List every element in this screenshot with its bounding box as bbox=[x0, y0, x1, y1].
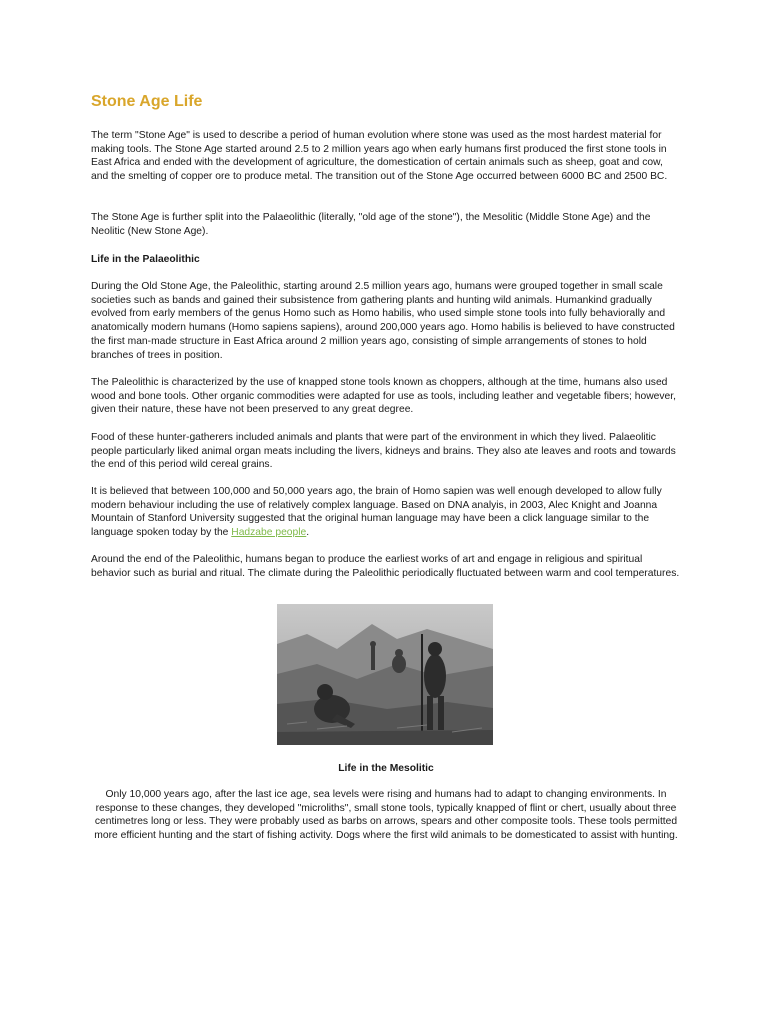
page-title: Stone Age Life bbox=[91, 93, 203, 110]
language-paragraph bbox=[91, 485, 681, 540]
mesolitic-paragraph: Only 10,000 years ago, after the last ice age, sea levels were rising and humans had to adapt to changing environments. In response to these changes, they developed "microliths", small stone tools, typically knapped of flint or chert, usually about three centimetres long or less. They were probably used as barbs on arrows, spears and other composite tools. These tools permitted more efficient hunting and the start of fishing activity. Dogs where the first wild animals to be domesticated to assist with hunting. bbox=[94, 789, 678, 842]
palaeolithic-paragraph-3: Food of these hunter-gatherers included animals and plants that were part of the environment in which they lived. Palaeolitic people particularly liked animal organ meats including the livers, kidneys and brains. They also ate leaves and roots and towards the end of this period wild cereal grains. bbox=[91, 432, 676, 471]
intro-paragraph-2: The Stone Age is further split into the Palaeolithic (literally, "old age of the stone"), the Mesolitic (Middle Stone Age) and the Neolitic (New Stone Age). bbox=[91, 212, 651, 237]
intro-paragraph-1: The term "Stone Age" is used to describe a period of human evolution where stone was used as the most hardest material for making tools. The Stone Age started around 2.5 to 2 million years ago when early humans first produced the first stone tools in East Africa and ended with the development of agriculture, the domestication of certain animals such as sheep, goat and cow, and the smelting of copper ore to produce metal. The transition out of the Stone Age occurred between 6000 BC and 2500 BC. bbox=[91, 130, 668, 183]
palaeolithic-heading: Life in the Palaeolithic bbox=[91, 254, 200, 265]
language-text: It is believed that between 100,000 and 50,000 years ago, the brain of Homo sapien was well enough developed to allow fully modern behaviour including the use of relatively complex language. Based on DNA analyis, in 2003, Alec Knight and Joanna Mountain of Stanford University suggested that the original human language may have been a click language similar to the language spoken today by the bbox=[91, 486, 662, 539]
palaeolithic-end-paragraph: Around the end of the Paleolithic, humans began to produce the earliest works of art and engage in religious and spiritual behavior such as burial and ritual. The climate during the Paleolithic periodically fluctuated between warm and cool temperatures. bbox=[91, 554, 680, 579]
palaeolithic-paragraph-2: The Paleolithic is characterized by the use of knapped stone tools known as choppers, although at the time, humans also used wood and bone tools. Other organic commodities were adapted for use as tools, including leather and vegetable fibers; however, given their nature, these have not been preserved to any great degree. bbox=[91, 377, 676, 416]
language-end: . bbox=[306, 527, 310, 539]
stone-age-illustration bbox=[277, 604, 493, 745]
hadzabe-people-link[interactable]: Hadzabe people bbox=[231, 527, 307, 539]
palaeolithic-paragraph-1: During the Old Stone Age, the Paleolithic, starting around 2.5 million years ago, humans were grouped together in small scale societies such as bands and gained their subsistence from gathering plants and hunting wild animals. Humankind gradually evolved from early members of the genus Homo such as Homo habilis, who used simple stone tools into fully behaviorally and anatomically modern humans (Homo sapiens sapiens), around 200,000 years ago. Homo habilis is believed to have constructed the first man-made structure in East Africa around 2 million years ago, consisting of simple arrangements of stones to hold branches of trees in position. bbox=[91, 281, 675, 361]
mesolitic-heading: Life in the Mesolitic bbox=[338, 763, 434, 774]
